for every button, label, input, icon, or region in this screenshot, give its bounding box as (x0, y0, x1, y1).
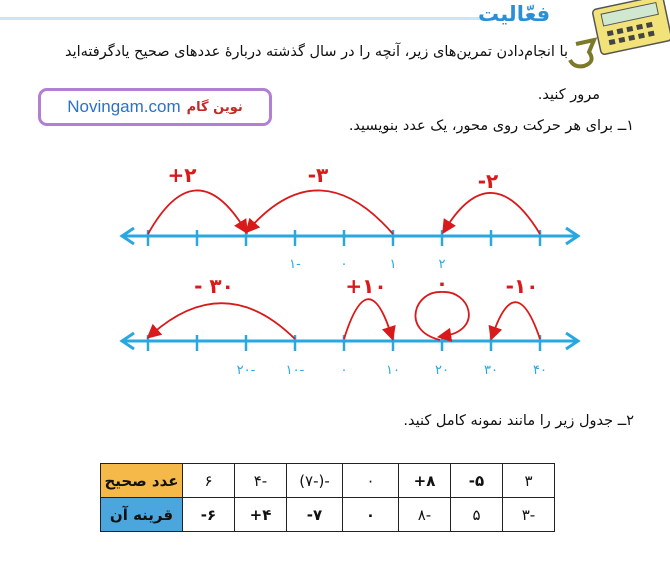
axis2-move-label-2: +۱۰ (345, 274, 387, 298)
axis1-move-minus2 (446, 193, 540, 234)
axis1-move-label-3: -۲ (477, 169, 499, 193)
table-cell: ۰ (343, 498, 399, 532)
table-cell: +۴ (235, 498, 287, 532)
watermark-name: نوین گام (186, 99, 243, 115)
axis2-move-minus10 (493, 302, 540, 339)
task2-label: ۲ــ جدول زیر را مانند نمونه کامل کنید. (403, 413, 634, 429)
table-cell: -۶ (183, 498, 235, 532)
axis2-label-40: ۴۰ (533, 363, 547, 378)
axis1-move-label-2: -۳ (307, 163, 329, 187)
axis2-label-neg20: ۲۰- (236, 363, 256, 378)
table-cell: ۰ (343, 464, 399, 498)
axis1-line (122, 228, 578, 244)
header-opposite: قرینه آن (101, 498, 183, 532)
table-cell: ۸- (399, 498, 451, 532)
axis2-move-zero (415, 292, 468, 340)
axis2-move-label-4: -۱۰ (505, 274, 539, 298)
axis2-line (122, 333, 578, 349)
header-integer: عدد صحیح (101, 464, 183, 498)
table-row (101, 464, 555, 498)
watermark-site: Novingam.com (67, 97, 181, 116)
axis1-label-1: ۱ (389, 257, 397, 272)
axis1-move-minus3 (250, 190, 393, 234)
table-cell: -۵ (451, 464, 503, 498)
table-cell: ۳ (503, 464, 555, 498)
opposites-table (100, 463, 555, 532)
intro-line-2: مرور کنید. (537, 87, 600, 103)
intro-line-1: با انجام‌دادن تمرین‌های زیر، آنچه را در سال گذشته دربارهٔ عددهای صحیح یادگرفته‌اید (64, 44, 568, 60)
axis2-label-30: ۳۰ (484, 363, 498, 378)
axis1-label-0: ۰ (340, 257, 348, 272)
axis2-move-label-3: ۰ (435, 271, 449, 295)
axis2-label-10: ۱۰ (386, 363, 400, 378)
table-cell: (۷-)- (287, 464, 343, 498)
axis1-label-2: ۲ (438, 257, 446, 272)
task1-label: ۱ــ برای هر حرکت روی محور، یک عدد بنویسید. (348, 118, 634, 134)
axis1-move-label-1: +۲ (167, 163, 197, 187)
axis2-label-0: ۰ (340, 363, 348, 378)
axis2-move-label-1: - ۳۰ (194, 274, 234, 298)
axis1-ticks (148, 230, 540, 246)
axis2-move-minus30 (152, 303, 295, 339)
activity-title: فعّالیت (478, 2, 551, 26)
table-cell: ۴- (235, 464, 287, 498)
table-row (101, 498, 555, 532)
table-cell: +۸ (399, 464, 451, 498)
axis1-label-neg1: ۱- (289, 257, 301, 272)
axis2-label-neg10: ۱۰- (285, 363, 305, 378)
table-cell: ۳- (503, 498, 555, 532)
axis1-move-plus2 (148, 190, 244, 234)
table-cell: ۵ (451, 498, 503, 532)
table-cell: ۶ (183, 464, 235, 498)
axis2-move-plus10 (344, 299, 391, 339)
table-cell: -۷ (287, 498, 343, 532)
axis2-label-20: ۲۰ (435, 363, 449, 378)
